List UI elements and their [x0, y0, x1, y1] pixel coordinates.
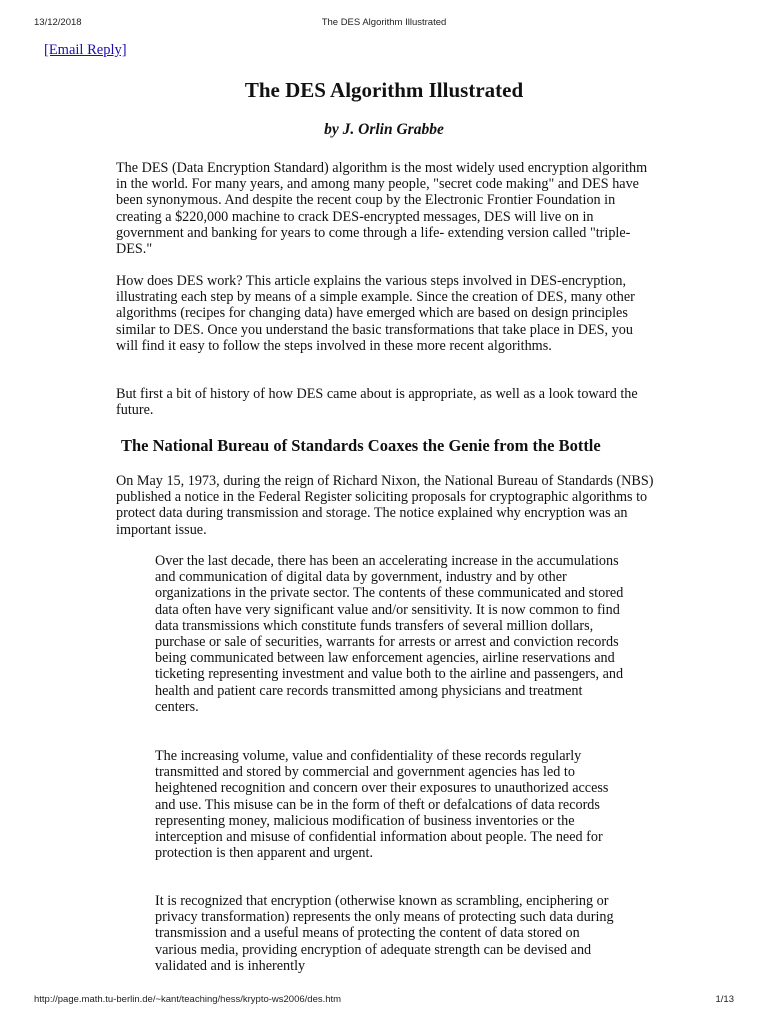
how-des-works-paragraph: How does DES work? This article explains the various steps involved in DES-encryption, illustrating each step by means of a simple example. Since the creation of DES, many other algorithms (recipes for changing data) have emerged which are based on design principles similar to DES. Once you understand the basic transformations that take place in DES, you will find it easy to follow the steps involved in these more recent algorithms.	[116, 273, 635, 354]
history-intro-paragraph: But first a bit of history of how DES came about is appropriate, as well as a look toward the future.	[116, 386, 638, 419]
blockquote-paragraph: Over the last decade, there has been an accelerating increase in the accumulations and communication of digital data by government, industry and by other organizations in the private sector. The contents of these communicated and stored data often have very significant value and/or sensitivity. It is now common to find data transmissions which constitute funds transfers of several million dollars, purchase or sale of securities, warrants for arrests or arrest and conviction records being communicated between law enforcement agencies, airline reservations and ticketing representing investment and value both to the airline and passengers, and health and patient care records transmitted among physicians and treatment centers.	[155, 553, 624, 715]
print-header	[34, 17, 734, 31]
blockquote-paragraph: It is recognized that encryption (otherwise known as scrambling, enciphering or privacy transformation) represents the only means of protecting such data during transmission and a useful means of protecting the content of data stored on various media, providing encryption of adequate strength can be devised and validated and is inherently	[155, 893, 614, 974]
page-title: The DES Algorithm Illustrated	[244, 78, 524, 102]
print-date: 13/12/2018	[34, 17, 82, 28]
page-number: 1/13	[715, 994, 734, 1005]
email-reply-label[interactable]: [Email Reply]	[44, 42, 127, 58]
blockquote-paragraph: The increasing volume, value and confidentiality of these records regularly transmitted and stored by commercial and government agencies has led to heightened recognition and concern over their exposures to unauthorized access and use. This misuse can be in the form of theft or defalcations of data records representing money, malicious modification of business inventories or the interception and misuse of confidential information about people. The need for protection is then apparent and urgent.	[155, 748, 609, 862]
print-url: http://page.math.tu-berlin.de/~kant/teaching/hess/krypto-ws2006/des.htm	[34, 994, 342, 1005]
intro-paragraph: The DES (Data Encryption Standard) algorithm is the most widely used encryption algorithm in the world. For many years, and among many people, "secret code making" and DES have been synonymous. And despite the recent coup by the Electronic Frontier Foundation in creating a $220,000 machine to crack DES-encrypted messages, DES will live on in government and banking for years to come through a life- extending version called "triple-DES."	[116, 160, 648, 258]
section-heading: The National Bureau of Standards Coaxes the Genie from the Bottle	[121, 436, 601, 455]
print-footer	[34, 994, 734, 1008]
print-doc-title: The DES Algorithm Illustrated	[321, 17, 447, 28]
email-reply-link[interactable]	[44, 42, 127, 59]
byline: by J. Orlin Grabbe	[324, 121, 444, 138]
nbs-notice-paragraph: On May 15, 1973, during the reign of Richard Nixon, the National Bureau of Standards (NBS) published a notice in the Federal Register soliciting proposals for cryptographic algorithms to protect data during transmission and storage. The notice explained why encryption was an important issue.	[116, 473, 654, 538]
